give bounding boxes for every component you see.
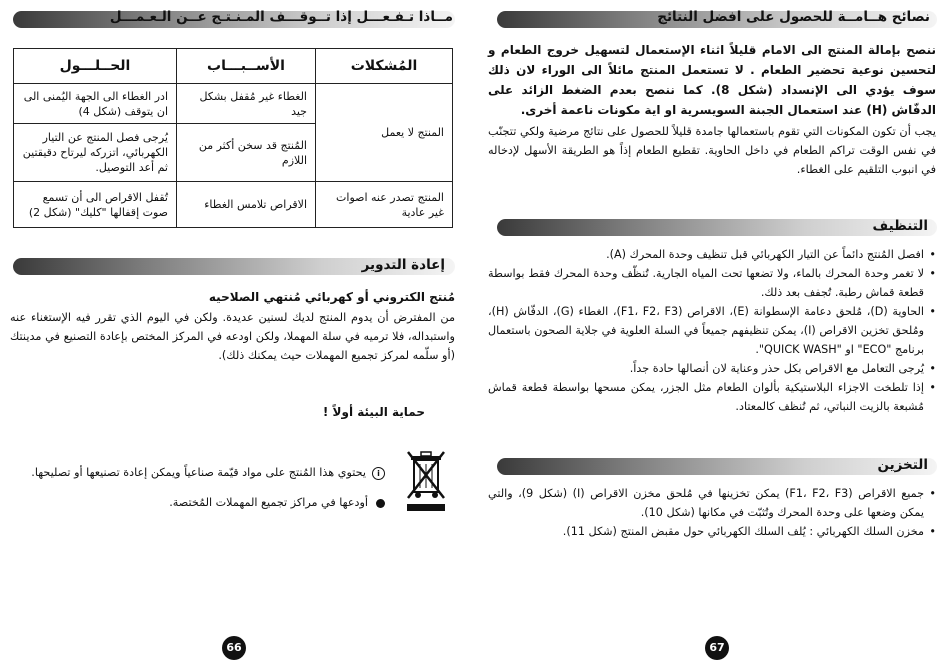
section-header-bar <box>497 458 937 475</box>
cleaning-list <box>488 245 936 416</box>
tips-paragraph: يجب أن تكون المكونات التي تقوم باستعمالها جامدة قليلاً للحصول على نتائج مرضية ولكي تتجنّب في نفس الوقت تراكم الطعام في داخل الحاوية. تقطيع الطعام إذاً هو الطريقة الأسهل لإدخاله في انبوب التلقيم على الغطاء. <box>488 125 936 176</box>
env-note-2 <box>169 496 385 509</box>
list-item: • جميع الاقراص (F1، F2، F3) يمكن تخزينها في مُلحق مخزن الاقراص (I) (شكل 9)، والتي يمكن وضعها على وحدة المحرك وتُثبّت في مكانها (شكل 10). <box>488 484 936 522</box>
cause-cell: الغطاء غير مُقفل بشكل جيد <box>177 84 316 124</box>
header-causes: الأســبـــاب <box>177 49 316 84</box>
list-item: • افصل المُنتج دائماً عن التيار الكهربائي قبل تنظيف وحدة المحرك (A). <box>488 245 936 264</box>
table-row <box>14 182 453 228</box>
table-header-row <box>14 49 453 84</box>
heading-troubleshooting: مــاذا تـفـعـــل إذا تــوقـــف المـنـتـج عــن الـعـمـــل <box>109 9 453 25</box>
info-symbol-icon: i <box>372 467 385 480</box>
environment-title: حماية البيئة أولاً ! <box>322 405 425 419</box>
solution-cell: يُرجى فصل المنتج عن التيار الكهربائي، اتزركه ليرتاح دقيقتين ثم أعد التوصيل. <box>14 124 177 182</box>
list-item: • لا تغمر وحدة المحرك بالماء، ولا تضعها تحت المياه الجارية. تُنظّف وحدة المحرك فقط بواسطة قطعة قماش رطبة. تُجفف بعد ذلك. <box>488 264 936 302</box>
header-solutions: الحــلـــول <box>14 49 177 84</box>
weee-bin-icon <box>405 448 447 512</box>
list-item: • يُرجى التعامل مع الاقراص بكل حذر وعناية لان أنصالها حادة جداً. <box>488 359 936 378</box>
page-number: 66 <box>222 636 246 660</box>
recycle-point-icon <box>376 499 385 508</box>
recycle-subtitle: مُنتج الكتروني أو كهربائي مُنتهي الصلاحيه <box>208 290 455 304</box>
list-item: • إذا تلطخت الاجزاء البلاستيكية بألوان الطعام مثل الجزر، يمكن مسحها بواسطة قطعة قماش مُشبعة بالزيت النباتي، ثم تُنظف كالمعتاد. <box>488 378 936 416</box>
env-note-1 <box>31 466 385 480</box>
storage-list <box>488 484 936 541</box>
heading-recycling: إعادة التدوير <box>361 257 445 273</box>
list-item: • مخزن السلك الكهربائي : يُلف السلك الكهربائي حول مقبض المنتج (شكل 11). <box>488 522 936 541</box>
env-note-1-text: يحتوي هذا المُنتج على مواد قيّمة صناعياً ويمكن إعادة تصنيعها أو تصليحها. <box>31 466 366 479</box>
cause-cell: الاقراص تلامس الغطاء <box>177 182 316 228</box>
list-item: • الحاوية (D)، مُلحق دعامة الإسطوانة (E)، الاقراص (F1، F2، F3)، الغطاء (G)، الدفّاش (H)، ومُلحق تخزين الاقراص (I)، يمكن تنظيفهم جميعاً في السلة العلوية في جلاية الصحون باستعمال برنامج "ECO" او "QUICK WASH". <box>488 302 936 359</box>
heading-cleaning: التنظيف <box>872 218 928 234</box>
problem-cell: المنتج لا يعمل <box>316 84 453 182</box>
page-67 <box>475 0 950 670</box>
troubleshooting-table <box>13 48 453 228</box>
heading-tips: نصائح هــامــة للحصول على افضل النتائج <box>657 9 930 25</box>
recycle-paragraph: من المفترض أن يدوم المنتج لديك لسنين عديدة. ولكن في اليوم الذي تقرر فيه الإستغناء عنه واستبداله، فلا ترميه في سلة المهملا، ولكن اودعه في المركز المختص بإعادة التصنيع في مدينتك (أو سلّمه لمركز تجميع المهملات حيث يمكنك ذلك). <box>10 311 455 362</box>
cause-cell: المُنتج قد سخن أكثر من اللازم <box>177 124 316 182</box>
table-row <box>14 84 453 124</box>
tips-bold-paragraph: ننصح بإمالة المنتج الى الامام قليلاً اثناء الإستعمال لتسهيل خروج الطعام و لتحسين نوعية تحضير الطعام . لا تستعمل المنتج مائلاً الى الوراء لان ذلك سوف يؤدي الى الإنسداد (شكل 8). كما ننصح بعدم الضغط الزائد على الدفّاش (H) عند استعمال الجبنة السويسرية او اية مكونات ناعمة أخرى. <box>488 43 936 117</box>
env-note-2-text: أودعها في مراكز تجميع المهملات المُختصة. <box>169 496 368 509</box>
header-problems: المُشكلات <box>316 49 453 84</box>
section-header-bar <box>497 219 937 236</box>
page-number: 67 <box>705 636 729 660</box>
solution-cell: تُقفل الاقراص الى أن تسمع صوت إقفالها "كليك" (شكل 2) <box>14 182 177 228</box>
heading-storage: التخزين <box>877 457 928 473</box>
problem-cell: المنتج تصدر عنه اصوات غير عادية <box>316 182 453 228</box>
solution-cell: ادر الغطاء الى الجهة اليُمنى الى ان يتوقف (شكل 4) <box>14 84 177 124</box>
